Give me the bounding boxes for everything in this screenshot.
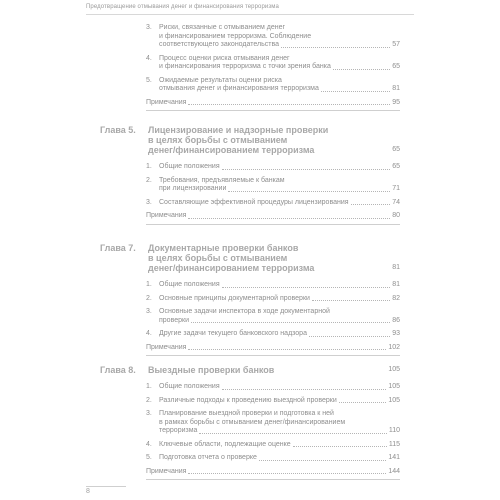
section-number: 4.: [146, 54, 152, 62]
dot-leader: [222, 169, 391, 170]
section-title: [146, 212, 388, 221]
chapter-page-number: 105: [388, 366, 400, 373]
section-title-line: Процесс оценки риска отмывания денег: [159, 54, 290, 62]
toc-entry: [146, 177, 400, 194]
section-number: 3.: [146, 198, 152, 206]
chapter-title: [148, 243, 398, 273]
chapter-page-number: 81: [392, 264, 400, 271]
section-title-line: при лицензировании: [159, 185, 227, 192]
section-title-line: и финансированием терроризма. Соблюдение: [159, 32, 312, 40]
section-page-number: 82: [392, 294, 400, 302]
dot-leader: [188, 473, 386, 474]
section-title-line: Планирование выездной проверки и подготовка к ней: [159, 410, 334, 417]
section-number: 3.: [146, 308, 152, 315]
dot-leader: [351, 204, 391, 205]
chapter-heading: [100, 365, 400, 375]
section-page-number: 110: [388, 427, 400, 434]
section-page-number: 105: [388, 383, 400, 390]
section-title-line: Основные задачи инспектора в ходе документарной: [159, 308, 330, 315]
section-page-number: 102: [388, 343, 400, 351]
chapter-heading: [100, 243, 400, 273]
section-title: [159, 397, 388, 406]
chapter-title-line: Выездные проверки банков: [148, 365, 275, 375]
chapter-title-line: Лицензирование и надзорные проверки: [148, 125, 329, 135]
section-page-number: 81: [392, 85, 400, 92]
section-title: [159, 383, 388, 392]
section-title: [159, 454, 388, 463]
dot-leader: [199, 433, 386, 434]
footer-rule: [86, 486, 126, 487]
notes-entry: [146, 212, 400, 221]
section-number: 5.: [146, 76, 152, 84]
toc-entry: [146, 397, 400, 406]
toc-entry: [146, 295, 400, 304]
dot-leader: [188, 218, 390, 219]
toc-entry: [146, 77, 400, 94]
section-title-line: Примечания: [146, 343, 187, 351]
section-number: 4.: [146, 330, 152, 337]
section-title-line: Общие положения: [159, 163, 220, 170]
section-title: [159, 281, 388, 290]
dot-leader: [321, 91, 390, 92]
section-title-line: Другие задачи текущего банковского надзора: [159, 330, 307, 337]
section-title: [146, 468, 388, 477]
chapter-label: Глава 7.: [100, 243, 136, 253]
section-page-number: 81: [392, 281, 400, 288]
section-title: [146, 344, 388, 353]
section-number: 3.: [146, 24, 152, 31]
section-page-number: 65: [392, 63, 400, 70]
section-page-number: 115: [388, 440, 400, 448]
toc-entry: [146, 163, 400, 172]
section-number: 2.: [146, 294, 152, 302]
section-title-line: Требования, предъявляемые к банкам: [159, 176, 285, 184]
section-page-number: 65: [392, 163, 400, 170]
section-title-line: Примечания: [146, 212, 187, 219]
section-title-line: соответствующего законодательства: [159, 41, 280, 48]
section-title-line: Подготовка отчета о проверке: [159, 454, 257, 461]
chapter-label: Глава 5.: [100, 125, 136, 135]
toc-entry: [146, 330, 400, 339]
toc-entry: [146, 281, 400, 290]
chapter-title-line: денег/финансированием терроризма: [148, 145, 315, 155]
section-title-line: Примечания: [146, 98, 187, 106]
dot-leader: [188, 349, 386, 350]
section-title-line: Ключевые области, подлежащие оценке: [159, 440, 291, 448]
section-title: [146, 99, 388, 108]
section-divider: [146, 110, 400, 111]
section-title: [159, 441, 388, 450]
chapter-title-line: денег/финансированием терроризма: [148, 263, 315, 273]
section-divider: [146, 224, 400, 225]
page-number: 8: [86, 488, 90, 495]
running-head: Предотвращение отмывания денег и финансирования терроризма: [86, 4, 279, 10]
section-number: 4.: [146, 440, 152, 448]
chapter-label: Глава 8.: [100, 365, 136, 375]
section-number: 3.: [146, 410, 152, 417]
dot-leader: [191, 322, 390, 323]
section-title: [159, 295, 388, 304]
section-title-line: и финансирования терроризма с точки зрения банка: [159, 63, 331, 70]
section-page-number: 95: [392, 98, 400, 106]
section-title-line: в рамках борьбы с отмыванием денег/финансированием: [159, 418, 346, 426]
section-page-number: 93: [392, 330, 400, 337]
toc-entry: [146, 410, 400, 436]
section-page-number: 105: [388, 396, 400, 404]
chapter-heading: [100, 125, 400, 155]
notes-entry: [146, 99, 400, 108]
dot-leader: [339, 402, 387, 403]
toc-entry: [146, 199, 400, 208]
section-title-line: Различные подходы к проведению выездной проверки: [159, 396, 337, 404]
section-title-line: проверки: [159, 316, 189, 324]
section-title-line: Общие положения: [159, 281, 220, 288]
chapter-title: [148, 125, 398, 155]
dot-leader: [293, 446, 387, 447]
dot-leader: [188, 104, 390, 105]
toc-entry: [146, 55, 400, 72]
section-number: 1.: [146, 383, 152, 390]
dot-leader: [333, 69, 390, 70]
chapter-title-line: Документарные проверки банков: [148, 243, 299, 253]
section-page-number: 57: [392, 41, 400, 48]
section-title-line: Риски, связанные с отмыванием денег: [159, 24, 286, 31]
section-number: 2.: [146, 176, 152, 184]
section-title-line: отмывания денег и финансирования терроризма: [159, 85, 319, 92]
section-title-line: Основные принципы документарной проверки: [159, 294, 310, 302]
dot-leader: [222, 287, 391, 288]
toc-entry: [146, 454, 400, 463]
section-title-line: Примечания: [146, 467, 187, 475]
section-title-line: Ожидаемые результаты оценки риска: [159, 76, 282, 84]
section-number: 5.: [146, 454, 152, 461]
section-divider: [146, 479, 400, 480]
section-title-line: терроризма: [159, 427, 198, 434]
chapter-title-line: в целях борьбы с отмыванием: [148, 135, 288, 145]
section-page-number: 71: [392, 185, 400, 192]
section-number: 1.: [146, 281, 152, 288]
section-title: [159, 163, 388, 172]
notes-entry: [146, 344, 400, 353]
section-title-line: Общие положения: [159, 383, 220, 390]
section-page-number: 141: [388, 454, 400, 461]
dot-leader: [281, 47, 390, 48]
chapter-title: [148, 365, 398, 375]
dot-leader: [259, 460, 386, 461]
dot-leader: [309, 336, 390, 337]
section-title-line: Составляющие эффективной процедуры лицензирования: [159, 198, 349, 206]
dot-leader: [228, 191, 390, 192]
section-divider: [146, 355, 400, 356]
section-page-number: 80: [392, 212, 400, 219]
section-title: [159, 330, 388, 339]
section-number: 1.: [146, 163, 152, 170]
toc-entry: [146, 308, 400, 325]
chapter-page-number: 65: [392, 146, 400, 153]
section-page-number: 86: [392, 316, 400, 324]
section-number: 2.: [146, 396, 152, 404]
section-page-number: 144: [388, 467, 400, 475]
section-page-number: 74: [392, 198, 400, 206]
dot-leader: [312, 300, 390, 301]
chapter-title-line: в целях борьбы с отмыванием: [148, 253, 288, 263]
dot-leader: [222, 389, 387, 390]
toc-entry: [146, 383, 400, 392]
notes-entry: [146, 468, 400, 477]
toc-entry: [146, 24, 400, 50]
toc-entry: [146, 441, 400, 450]
section-title: [159, 199, 388, 208]
